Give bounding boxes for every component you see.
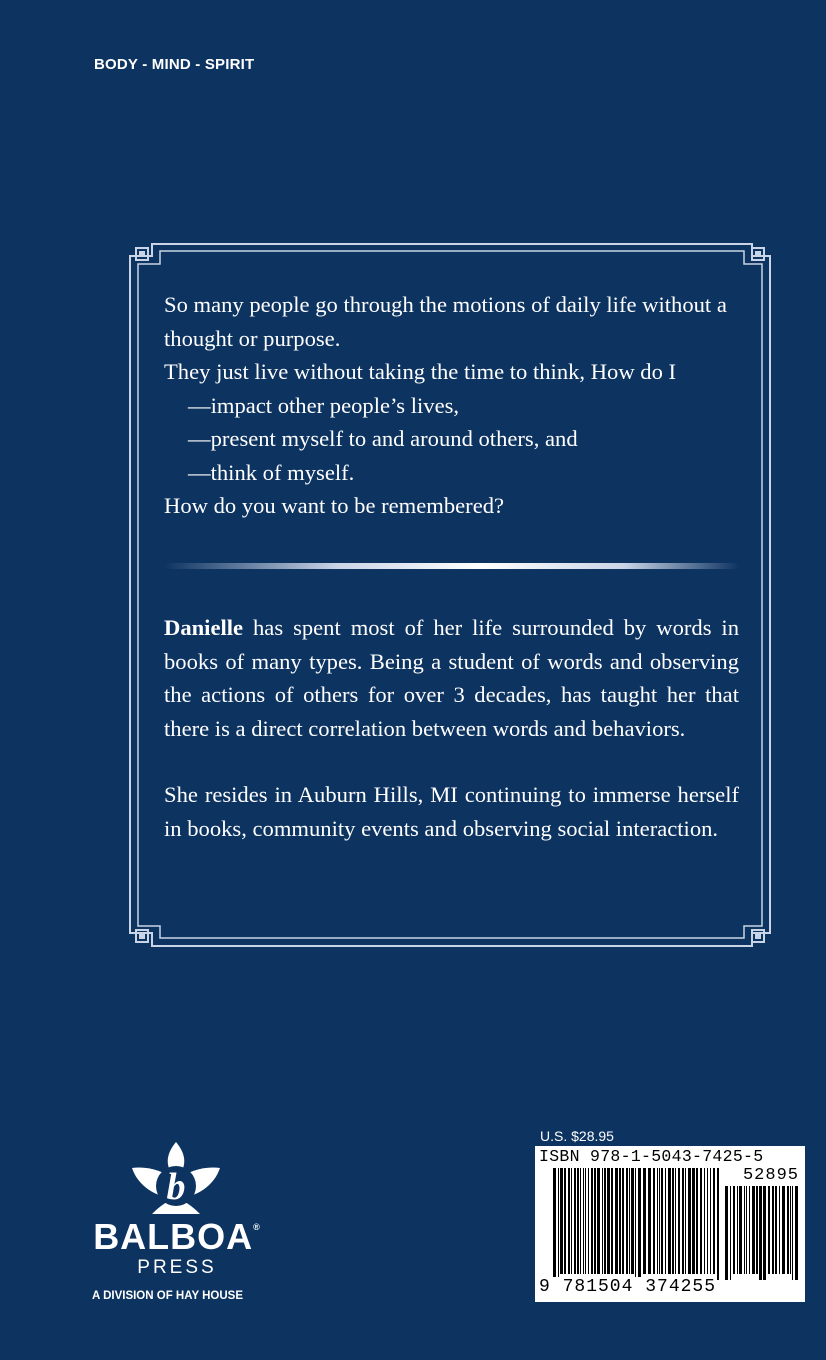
barcode-bar (643, 1168, 646, 1274)
barcode-bar (787, 1186, 789, 1274)
author-name: Danielle (164, 615, 244, 640)
barcode-bar (568, 1168, 570, 1274)
barcode-bar (713, 1168, 715, 1274)
publisher-sub: PRESS (137, 1257, 217, 1278)
barcode-bar (756, 1186, 758, 1274)
barcode-bar (685, 1168, 686, 1274)
barcode-bar (696, 1168, 698, 1274)
barcode-bar (638, 1168, 641, 1280)
barcode-bar (571, 1168, 572, 1274)
registered-mark: ® (253, 1222, 261, 1232)
barcode-bar (782, 1186, 785, 1274)
divider (164, 563, 739, 569)
barcode-bar (768, 1186, 770, 1274)
barcode-bar (661, 1168, 663, 1274)
barcode-bar (588, 1168, 589, 1274)
barcode-bar (597, 1168, 600, 1274)
barcode-bar (737, 1186, 738, 1274)
barcode-bar (672, 1168, 674, 1274)
barcode-bar (626, 1168, 628, 1274)
svg-text:b: b (166, 1166, 186, 1208)
category-label: BODY - MIND - SPIRIT (94, 56, 255, 73)
barcode-bar (619, 1168, 621, 1274)
barcode-bar (682, 1168, 684, 1274)
barcode-bar (591, 1168, 593, 1274)
barcode-bar (772, 1186, 774, 1274)
barcode-bar (631, 1168, 634, 1274)
barcode-bars-addon (725, 1186, 799, 1280)
barcode-bar (710, 1168, 711, 1274)
blurb-text (164, 288, 739, 523)
barcode-bar (717, 1168, 719, 1280)
blurb-list-item: —think of myself. (188, 459, 355, 485)
barcode-bar (629, 1168, 630, 1274)
barcode-bar (678, 1168, 680, 1274)
isbn-text: ISBN 978-1-5043-7425-5 (539, 1147, 764, 1166)
blurb-line: So many people go through the motions of daily life without a thought or purpose. (164, 292, 727, 351)
barcode-bar (700, 1168, 702, 1274)
barcode-bar (622, 1168, 624, 1274)
blurb-line: They just live without taking the time to think, How do I (164, 359, 677, 384)
barcode-bar (558, 1168, 559, 1280)
barcode-bar (615, 1168, 618, 1274)
barcode-bar (688, 1168, 691, 1274)
blurb-question: How do you want to be remembered? (164, 493, 505, 518)
barcode-bar (725, 1186, 728, 1280)
barcode-bar (763, 1186, 766, 1280)
barcode-bar (739, 1186, 742, 1274)
barcode-bar (779, 1186, 780, 1274)
barcode-bar (648, 1168, 651, 1274)
barcode-bar (665, 1168, 666, 1274)
barcode-bar (692, 1168, 695, 1274)
barcode-bar (604, 1168, 606, 1274)
barcode-bar (795, 1186, 798, 1280)
barcode-bar (594, 1168, 596, 1274)
barcode-bar (792, 1186, 793, 1280)
barcode-bar (749, 1186, 750, 1274)
barcode-bar (580, 1168, 581, 1274)
lotus-b-icon (126, 1140, 226, 1216)
barcode-bar (744, 1186, 745, 1274)
barcode-bar (657, 1168, 658, 1274)
barcode-bar (574, 1168, 576, 1274)
bio-paragraph (164, 611, 739, 745)
barcode-bar (583, 1168, 584, 1274)
bio-paragraph: She resides in Auburn Hills, MI continuing to immerse herself in books, community events and observing social interaction. (164, 782, 739, 841)
barcode-bar (704, 1168, 705, 1274)
barcode-bars-main (553, 1168, 719, 1280)
barcode-bar (607, 1168, 610, 1274)
barcode-bar (730, 1186, 731, 1280)
publisher-name: BALBOA® (93, 1216, 261, 1257)
blurb-list-item: —impact other people’s lives, (188, 392, 460, 418)
bio-text: has spent most of her life surrounded by words in books of many types. Being a student of words and observing the actions of others for over 3 decades, has taught her that there is a direct correlation between words and behaviors. (164, 615, 739, 741)
barcode-bar (790, 1186, 791, 1274)
barcode-bar (759, 1186, 762, 1280)
barcode-bar (564, 1168, 566, 1274)
ean-text: 9 781504 374255 (539, 1277, 717, 1297)
price-code: 52895 (742, 1166, 799, 1185)
price-label: U.S. $28.95 (540, 1128, 614, 1144)
barcode-bar (553, 1168, 556, 1280)
barcode (535, 1146, 805, 1302)
barcode-bar (707, 1168, 708, 1274)
barcode-bar (560, 1168, 563, 1274)
barcode-bar (602, 1168, 603, 1274)
barcode-bar (746, 1186, 747, 1274)
blurb-list-item: —present myself to and around others, and (188, 426, 578, 451)
barcode-bar (668, 1168, 671, 1274)
barcode-bar (577, 1168, 579, 1274)
barcode-bar (653, 1168, 655, 1274)
barcode-bar (752, 1186, 755, 1274)
barcode-bar (675, 1168, 676, 1274)
barcode-bar (585, 1168, 586, 1274)
barcode-bar (775, 1186, 777, 1274)
author-bio (164, 611, 739, 878)
publisher-division: A DIVISION OF HAY HOUSE (92, 1290, 244, 1302)
barcode-bar (733, 1186, 735, 1274)
barcode-bar (611, 1168, 613, 1274)
barcode-bar (635, 1168, 636, 1280)
barcode-bar (659, 1168, 660, 1274)
